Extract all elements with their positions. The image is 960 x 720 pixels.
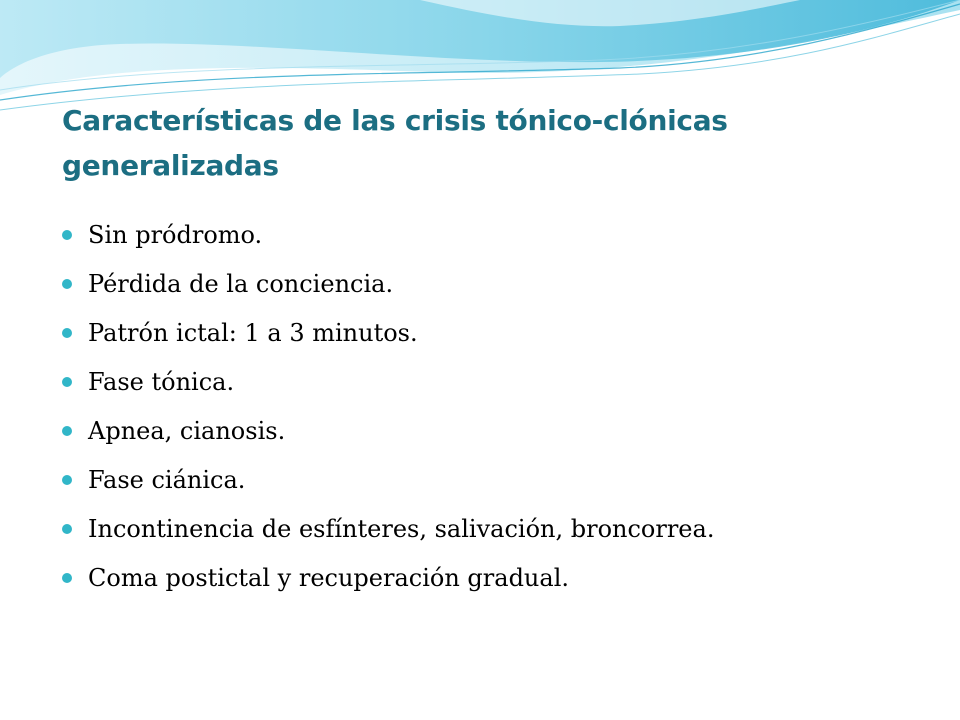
bullet-item [62, 553, 922, 602]
bullet-dot-icon [62, 328, 72, 338]
bullet-text: Sin pródromo. [88, 220, 263, 249]
bullet-dot-icon [62, 279, 72, 289]
bullet-text: Apnea, cianosis. [88, 416, 286, 445]
slide-title: Características de las crisis tónico-clónicas generalizadas [62, 104, 728, 182]
bullet-item [62, 357, 922, 406]
bullet-dot-icon [62, 230, 72, 240]
bullet-list [62, 210, 922, 602]
bullet-item [62, 504, 922, 553]
bullet-dot-icon [62, 524, 72, 534]
bullet-item [62, 406, 922, 455]
bullet-dot-icon [62, 475, 72, 485]
bullet-dot-icon [62, 377, 72, 387]
bullet-item [62, 308, 922, 357]
bullet-dot-icon [62, 426, 72, 436]
bullet-text: Patrón ictal: 1 a 3 minutos. [88, 318, 418, 347]
bullet-text: Coma postictal y recuperación gradual. [88, 563, 569, 592]
bullet-text: Fase ciánica. [88, 465, 246, 494]
bullet-text: Pérdida de la conciencia. [88, 269, 394, 298]
bullet-item [62, 259, 922, 308]
bullet-dot-icon [62, 573, 72, 583]
bullet-text: Fase tónica. [88, 367, 235, 396]
bullet-item [62, 210, 922, 259]
bullet-item [62, 455, 922, 504]
bullet-text: Incontinencia de esfínteres, salivación, broncorrea. [88, 514, 715, 543]
